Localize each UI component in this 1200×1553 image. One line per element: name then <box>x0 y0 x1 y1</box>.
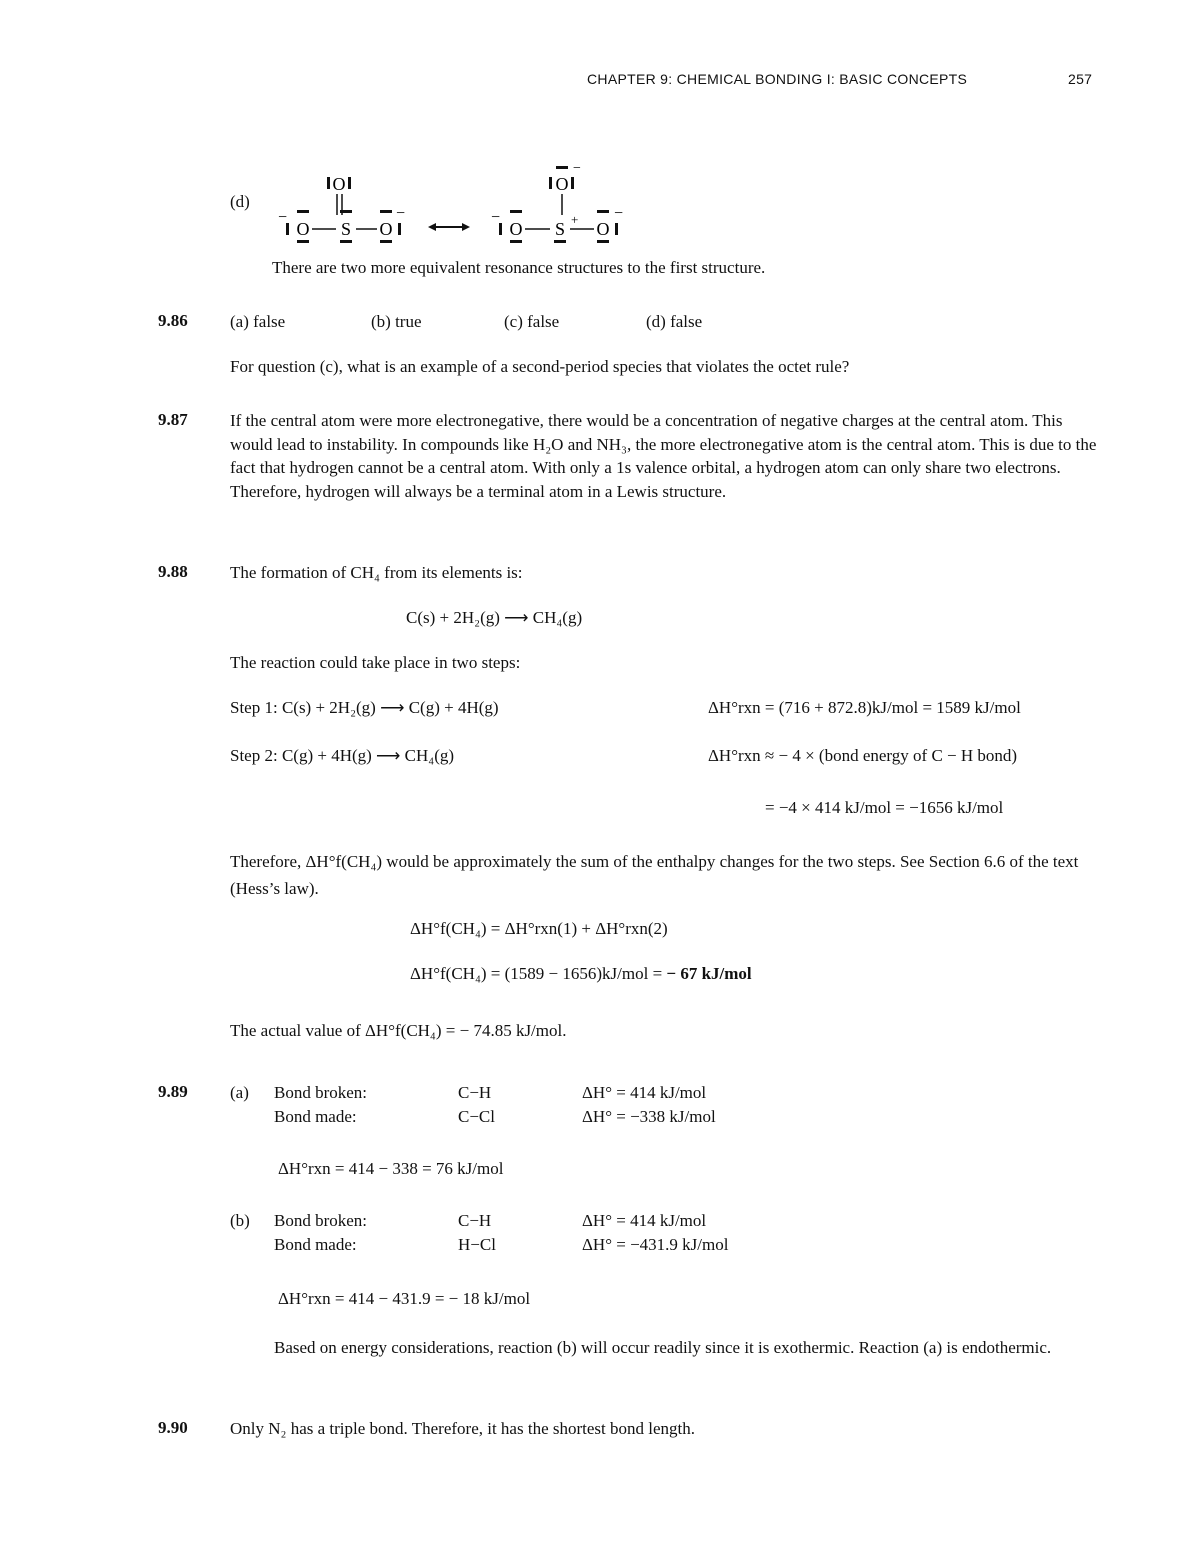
problem-number-986: 9.86 <box>158 311 188 330</box>
svg-text:−: − <box>491 209 501 226</box>
chapter-header: CHAPTER 9: CHEMICAL BONDING I: BASIC CONCEPTS <box>587 71 968 87</box>
part-d-label: (d) <box>230 192 250 211</box>
answer-987: If the central atom were more electronegative, there would be a concentration of negative charges at the central atom. This would lead to instability. In compounds like H₂O and NH₃, the more electronegative atom is the central atom. This is due to the fact that hydrogen cannot be a central atom. With only a 1s valence orbital, a hydrogen atom can only share two electrons. Therefore, hydrogen will always be a terminal atom in a Lewis structure. <box>230 411 1097 501</box>
part-b-label: (b) <box>230 1211 250 1230</box>
svg-text:S: S <box>554 219 566 239</box>
page-number: 257 <box>1068 71 1093 87</box>
problem-number-989: 9.89 <box>158 1082 188 1101</box>
resonance-structures-diagram <box>270 160 640 250</box>
answer-990: Only N₂ has a triple bond. Therefore, it has the shortest bond length. <box>230 1419 695 1438</box>
svg-text:O: O <box>379 219 393 239</box>
a-bond-made-enthalpy: ΔH° = −338 kJ/mol <box>582 1107 716 1126</box>
structure-1 <box>278 174 405 243</box>
step-2-enthalpy: ΔH°rxn ≈ − 4 × (bond energy of C − H bond) <box>708 746 1018 765</box>
b-bond-made-enthalpy: ΔH° = −431.9 kJ/mol <box>582 1235 729 1254</box>
two-steps-intro: The reaction could take place in two steps: <box>230 653 521 672</box>
b-bond-made-label: Bond made: <box>274 1235 357 1254</box>
b-bond-broken-enthalpy: ΔH° = 414 kJ/mol <box>582 1211 707 1230</box>
problem-number-987: 9.87 <box>158 410 188 429</box>
energy-conclusion: Based on energy considerations, reaction (b) will occur readily since it is exothermic. Reaction (a) is endothermic. <box>274 1338 1052 1357</box>
step-1-equation: Step 1: C(s) + 2H₂(g) ⟶ C(g) + 4H(g) <box>230 698 499 717</box>
step-1-enthalpy: ΔH°rxn = (716 + 872.8)kJ/mol = 1589 kJ/mol <box>708 698 1021 717</box>
problem-number-990: 9.90 <box>158 1418 188 1437</box>
step-2-calculation: = −4 × 414 kJ/mol = −1656 kJ/mol <box>765 798 1004 817</box>
svg-text:O: O <box>332 174 346 194</box>
svg-text:−: − <box>573 161 581 176</box>
result-value: − 67 kJ/mol <box>666 964 752 983</box>
a-bond-broken: C−H <box>458 1083 492 1102</box>
answer-b: (b) true <box>371 312 422 331</box>
svg-text:−: − <box>278 209 288 226</box>
svg-text:O: O <box>555 174 569 194</box>
a-reaction-enthalpy: ΔH°rxn = 414 − 338 = 76 kJ/mol <box>278 1159 504 1178</box>
hess-law-paragraph: Therefore, ΔH°f(CH₄) would be approximately the sum of the enthalpy changes for the two steps. See Section 6.6 of the text (Hess’s law). <box>230 852 1079 898</box>
b-bond-broken-label: Bond broken: <box>274 1211 368 1230</box>
actual-value: The actual value of ΔH°f(CH₄) = − 74.85 kJ/mol. <box>230 1021 567 1040</box>
a-bond-made-label: Bond made: <box>274 1107 357 1126</box>
formation-intro: The formation of CH₄ from its elements is: <box>230 563 523 582</box>
svg-text:S: S <box>340 219 352 239</box>
sum-equation: ΔH°f(CH₄) = ΔH°rxn(1) + ΔH°rxn(2) <box>410 919 668 938</box>
b-reaction-enthalpy: ΔH°rxn = 414 − 431.9 = − 18 kJ/mol <box>278 1289 531 1308</box>
svg-text:O: O <box>596 219 610 239</box>
a-bond-broken-label: Bond broken: <box>274 1083 368 1102</box>
resonance-arrow <box>428 223 470 231</box>
answer-a: (a) false <box>230 312 286 331</box>
svg-text:O: O <box>509 219 523 239</box>
answer-d: (d) false <box>646 312 703 331</box>
resonance-note: There are two more equivalent resonance structures to the first structure. <box>272 258 766 277</box>
b-bond-made: H−Cl <box>458 1235 496 1254</box>
svg-text:O: O <box>296 219 310 239</box>
structure-2 <box>491 161 623 243</box>
part-a-label: (a) <box>230 1083 249 1102</box>
a-bond-broken-enthalpy: ΔH° = 414 kJ/mol <box>582 1083 707 1102</box>
step-2-equation: Step 2: C(g) + 4H(g) ⟶ CH₄(g) <box>230 746 455 765</box>
svg-text:+: + <box>571 212 579 227</box>
b-bond-broken: C−H <box>458 1211 492 1230</box>
problem-number-988: 9.88 <box>158 562 188 581</box>
answer-c: (c) false <box>504 312 560 331</box>
result-equation: ΔH°f(CH₄) = (1589 − 1656)kJ/mol = − 67 kJ/mol <box>410 964 752 983</box>
formation-equation: C(s) + 2H₂(g) ⟶ CH₄(g) <box>406 608 583 627</box>
svg-text:−: − <box>396 205 406 222</box>
followup-question: For question (c), what is an example of a second-period species that violates the octet rule? <box>230 357 850 376</box>
svg-text:−: − <box>614 205 624 222</box>
a-bond-made: C−Cl <box>458 1107 495 1126</box>
